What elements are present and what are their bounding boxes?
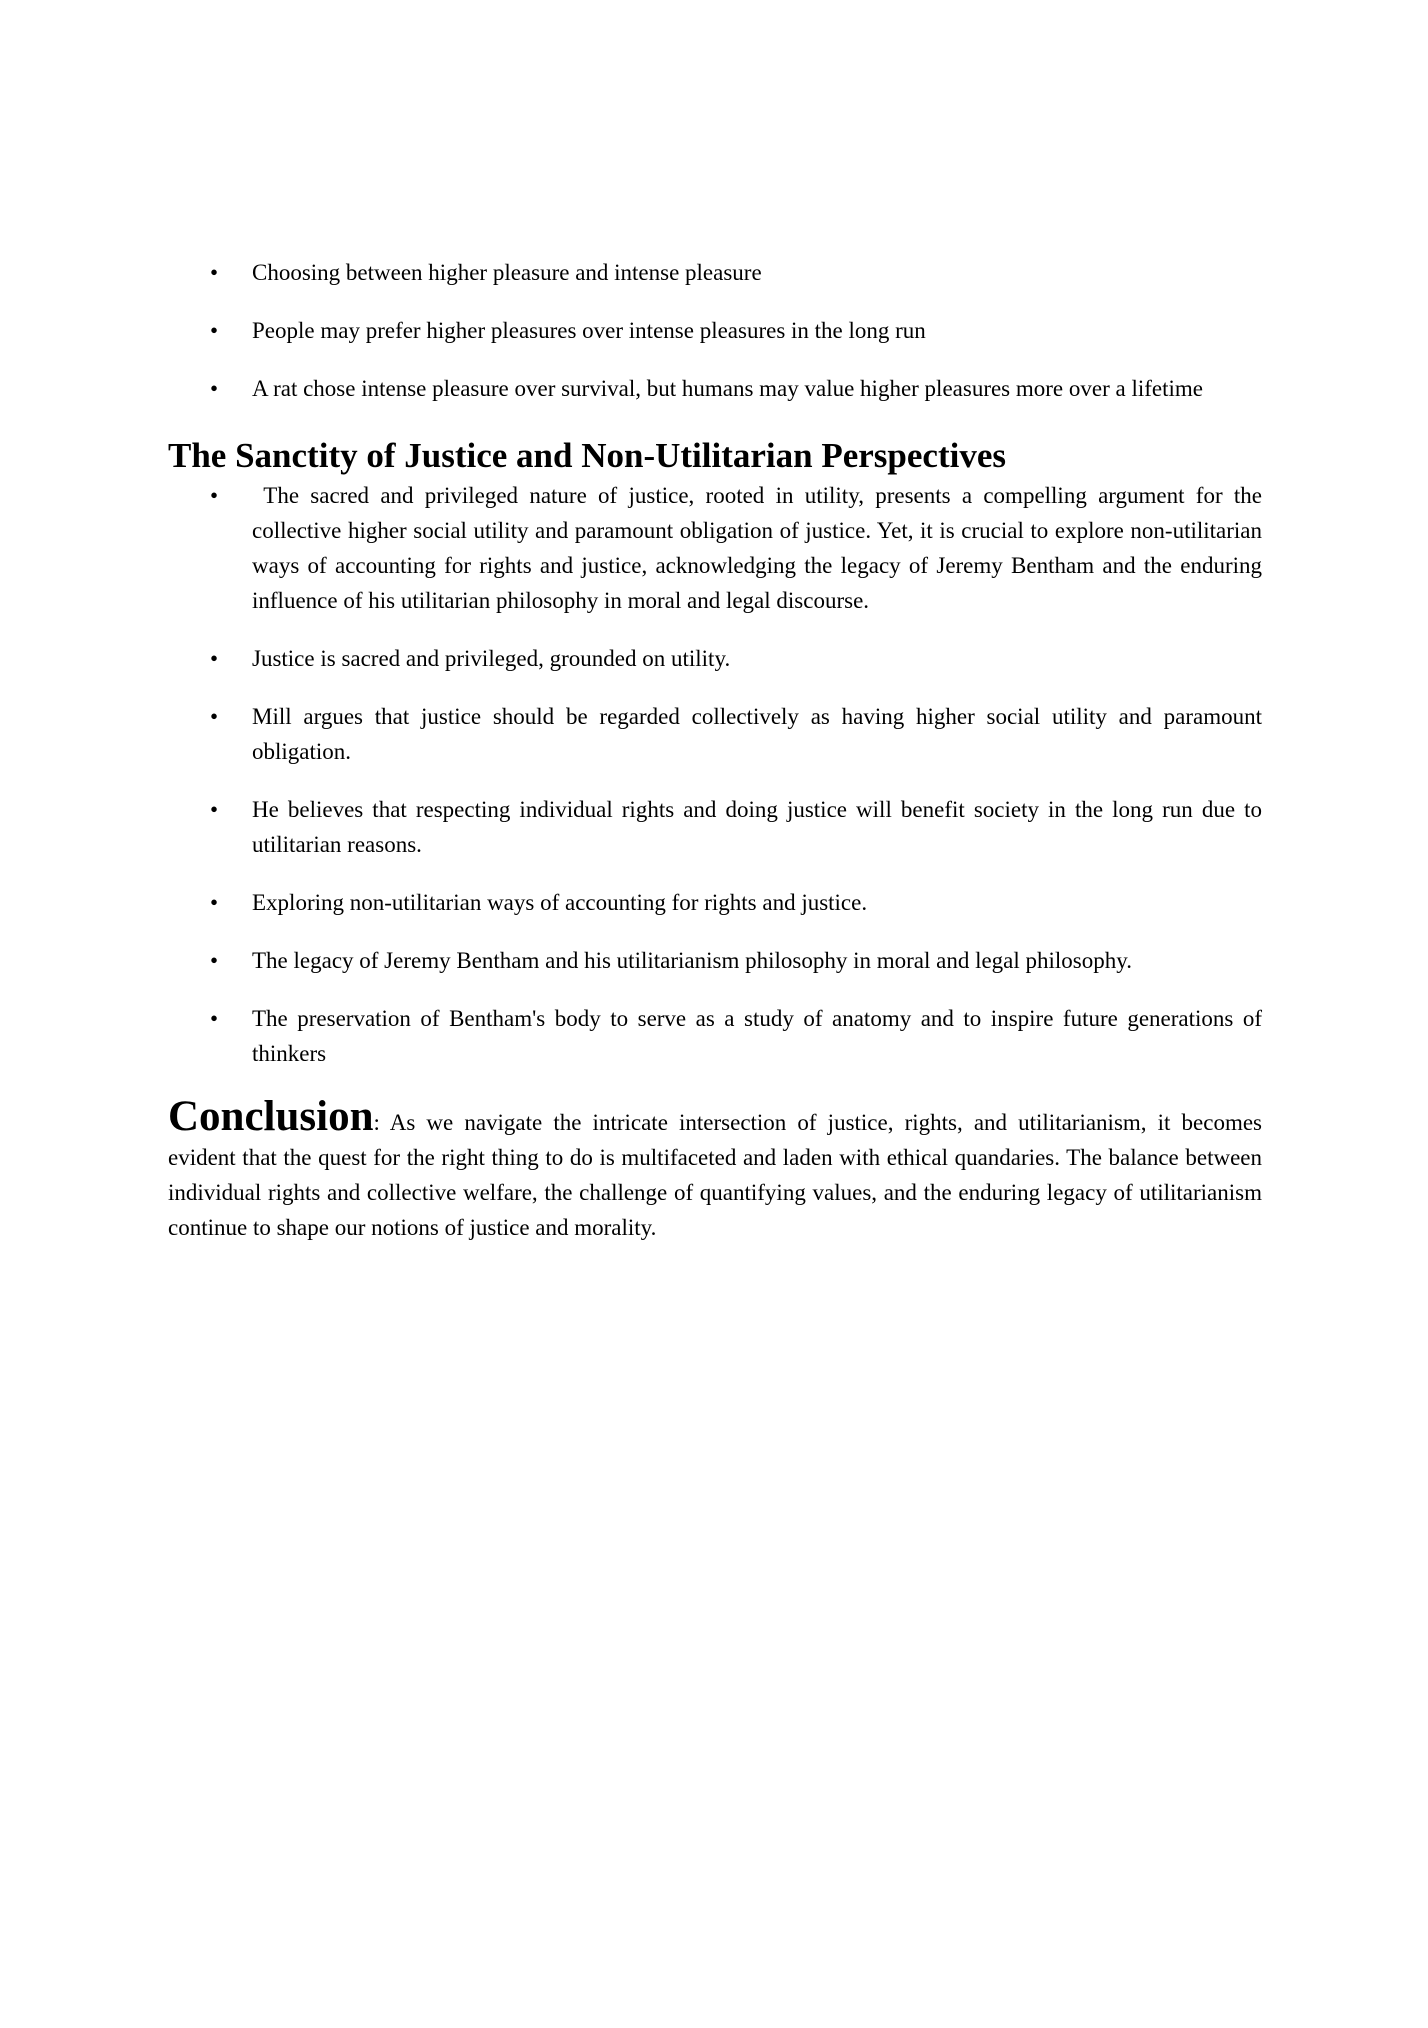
list-item-text: The preservation of Bentham's body to serve as a study of anatomy and to inspire future generations of thinkers: [252, 1006, 1262, 1066]
bullet-icon: •: [210, 948, 219, 973]
list-item-text: Mill argues that justice should be regarded collectively as having higher social utility and paramount obligation.: [252, 704, 1262, 764]
list-item: [168, 943, 1262, 978]
list-item: [168, 699, 1262, 769]
list-item-text: A rat chose intense pleasure over survival, but humans may value higher pleasures more over a lifetime: [252, 376, 1203, 401]
bullet-icon: •: [210, 260, 219, 285]
list-item: [168, 313, 1262, 348]
list-item: [168, 885, 1262, 920]
bullet-icon: •: [210, 646, 219, 671]
conclusion-text: : As we navigate the intricate intersection of justice, rights, and utilitarianism, it becomes evident that the quest for the right thing to do is multifaceted and laden with ethical quandaries. The balance between individual rights and collective welfare, the challenge of quantifying values, and the enduring legacy of utilitarianism continue to shape our notions of justice and morality.: [168, 1110, 1262, 1240]
list-item-text: Choosing between higher pleasure and intense pleasure: [252, 260, 762, 285]
list-item-text: Justice is sacred and privileged, grounded on utility.: [252, 646, 731, 671]
section-heading: The Sanctity of Justice and Non-Utilitarian Perspectives: [168, 436, 1006, 475]
bullet-icon: •: [210, 318, 219, 343]
conclusion-paragraph: [168, 1093, 1262, 1245]
bullet-list-pleasures: [168, 255, 1262, 406]
list-item-text: Exploring non-utilitarian ways of accounting for rights and justice.: [252, 890, 868, 915]
list-item: [168, 641, 1262, 676]
bullet-icon: •: [210, 704, 219, 729]
bullet-icon: •: [210, 483, 219, 508]
list-item-text: He believes that respecting individual rights and doing justice will benefit society in the long run due to utilitarian reasons.: [252, 797, 1262, 857]
list-item-text: The legacy of Jeremy Bentham and his utilitarianism philosophy in moral and legal philosophy.: [252, 948, 1132, 973]
document-page: [168, 255, 1268, 1268]
list-item: [168, 255, 1262, 290]
bullet-icon: •: [210, 890, 219, 915]
bullet-icon: •: [210, 1006, 219, 1031]
list-item: [168, 792, 1262, 862]
conclusion-label: Conclusion: [168, 1093, 374, 1140]
bullet-icon: •: [210, 376, 219, 401]
bullet-icon: •: [210, 797, 219, 822]
list-item-text: People may prefer higher pleasures over intense pleasures in the long run: [252, 318, 926, 343]
list-item-text: The sacred and privileged nature of justice, rooted in utility, presents a compelling argument for the collective higher social utility and paramount obligation of justice. Yet, it is crucial to explore non-utilitarian ways of accounting for rights and justice, acknowledging the legacy of Jeremy Bentham and the enduring influence of his utilitarian philosophy in moral and legal discourse.: [252, 483, 1268, 613]
list-item: [168, 371, 1262, 406]
bullet-list-justice: [168, 478, 1268, 1071]
list-item: [168, 1001, 1262, 1071]
list-item: [168, 478, 1268, 618]
